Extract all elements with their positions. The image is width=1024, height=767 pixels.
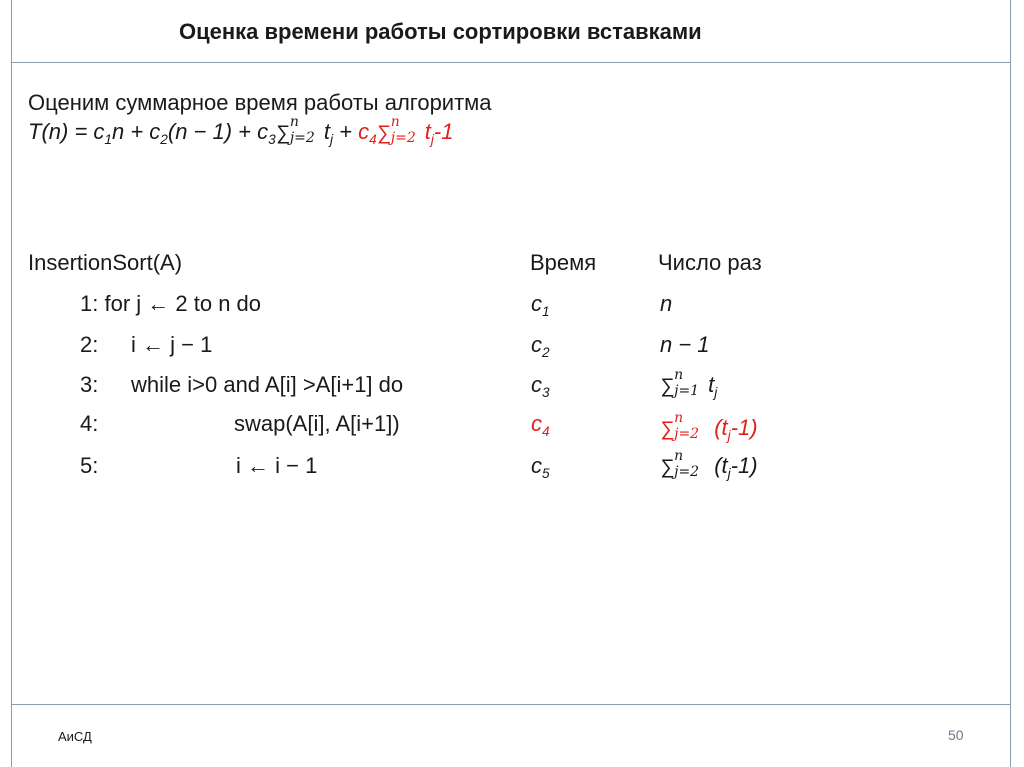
code-line-3-number: 3: — [80, 372, 99, 397]
time-c2 — [531, 332, 550, 360]
time-c: c — [531, 291, 542, 316]
time-sub: 1 — [542, 303, 550, 319]
time-c: c — [531, 332, 542, 357]
time-sub: 3 — [542, 384, 550, 400]
runtime-formula — [28, 114, 454, 147]
intro-text: Оценим суммарное время работы алгоритма — [28, 90, 492, 115]
time-c: c — [531, 411, 542, 436]
count-tail-5: (t — [708, 453, 728, 478]
formula-t2: t — [424, 119, 431, 144]
time-c: c — [531, 453, 542, 478]
sigma-icon: ∑ — [660, 456, 675, 478]
formula-limits-2 — [390, 114, 425, 147]
formula-upper-1: n — [289, 114, 299, 131]
frame-left-line — [11, 0, 12, 767]
algorithm-name: InsertionSort(A) — [28, 250, 183, 275]
column-count-header: Число раз — [658, 250, 762, 275]
footer-divider — [11, 704, 1011, 705]
count-end-5: -1) — [730, 453, 758, 478]
column-time-header: Время — [530, 250, 597, 275]
formula-t1: t — [323, 119, 330, 144]
count-j5: j — [727, 465, 731, 481]
code-line-2-code: i ← j − 1 — [131, 332, 213, 357]
formula-t: T(n) = c — [28, 119, 105, 144]
line-number: 1: — [80, 291, 99, 316]
count-row-1: n — [660, 291, 673, 316]
count-lower-5: j=2 — [674, 464, 700, 481]
count-upper-4: n — [674, 410, 684, 427]
count-j3: j — [714, 384, 718, 400]
count-tail-4: (t — [708, 415, 728, 440]
slide-title: Оценка времени работы сортировки вставками — [179, 19, 702, 44]
formula-sub2: 2 — [160, 131, 168, 147]
count-limits-4 — [674, 410, 708, 443]
code-line-4-code: swap(A[i], A[i+1]) — [234, 411, 400, 436]
time-c3 — [531, 372, 550, 400]
footer-course-label: АиСД — [58, 729, 92, 744]
formula-sub1: 1 — [104, 131, 112, 147]
formula-c4: c — [358, 119, 370, 144]
code-line-2-number: 2: — [80, 332, 99, 357]
formula-sub4: 4 — [369, 131, 377, 147]
formula-sigma-icon: ∑ — [275, 122, 290, 144]
code-line-5-number: 5: — [80, 453, 99, 478]
time-c1 — [531, 291, 550, 319]
formula-upper-2: n — [390, 114, 400, 131]
code-line-5-code: i ← i − 1 — [236, 453, 318, 478]
formula-sub3: 3 — [268, 131, 276, 147]
count-row-3 — [660, 367, 718, 400]
sigma-icon: ∑ — [660, 418, 675, 440]
line-code: for j ← 2 to n do — [104, 291, 262, 316]
count-upper-5: n — [674, 448, 684, 465]
formula-p1: n + c — [111, 119, 161, 144]
page-number: 50 — [948, 727, 964, 743]
formula-p2: (n − 1) + c — [167, 119, 269, 144]
count-end-4: -1) — [730, 415, 758, 440]
count-row-5 — [660, 448, 758, 481]
time-sub: 5 — [542, 465, 550, 481]
count-limits-3 — [674, 367, 708, 400]
sigma-icon: ∑ — [660, 375, 675, 397]
formula-lower-2: j=2 — [390, 130, 416, 147]
count-lower-4: j=2 — [674, 426, 700, 443]
count-limits-5 — [674, 448, 708, 481]
time-sub: 2 — [542, 344, 550, 360]
title-divider — [11, 62, 1011, 63]
time-sub: 4 — [542, 423, 550, 439]
formula-sigma2-icon: ∑ — [376, 122, 391, 144]
formula-tj2: j — [430, 131, 434, 147]
count-j4: j — [727, 427, 731, 443]
formula-plus: + — [333, 119, 359, 144]
time-c4 — [531, 411, 550, 439]
formula-tj1: j — [329, 131, 333, 147]
count-t3: t — [708, 372, 715, 397]
count-row-4 — [660, 410, 758, 443]
count-upper-3: n — [674, 367, 684, 384]
formula-minus1: -1 — [433, 119, 454, 144]
count-row-2: n − 1 — [660, 332, 710, 357]
formula-limits-1 — [289, 114, 324, 147]
count-lower-3: j=1 — [674, 383, 700, 400]
time-c: c — [531, 372, 542, 397]
code-line-3-code: while i>0 and A[i] >A[i+1] do — [131, 372, 404, 397]
formula-lower-1: j=2 — [289, 130, 315, 147]
code-line-4-number: 4: — [80, 411, 99, 436]
code-line-1 — [80, 291, 261, 317]
frame-right-line — [1010, 0, 1011, 767]
time-c5 — [531, 453, 550, 481]
